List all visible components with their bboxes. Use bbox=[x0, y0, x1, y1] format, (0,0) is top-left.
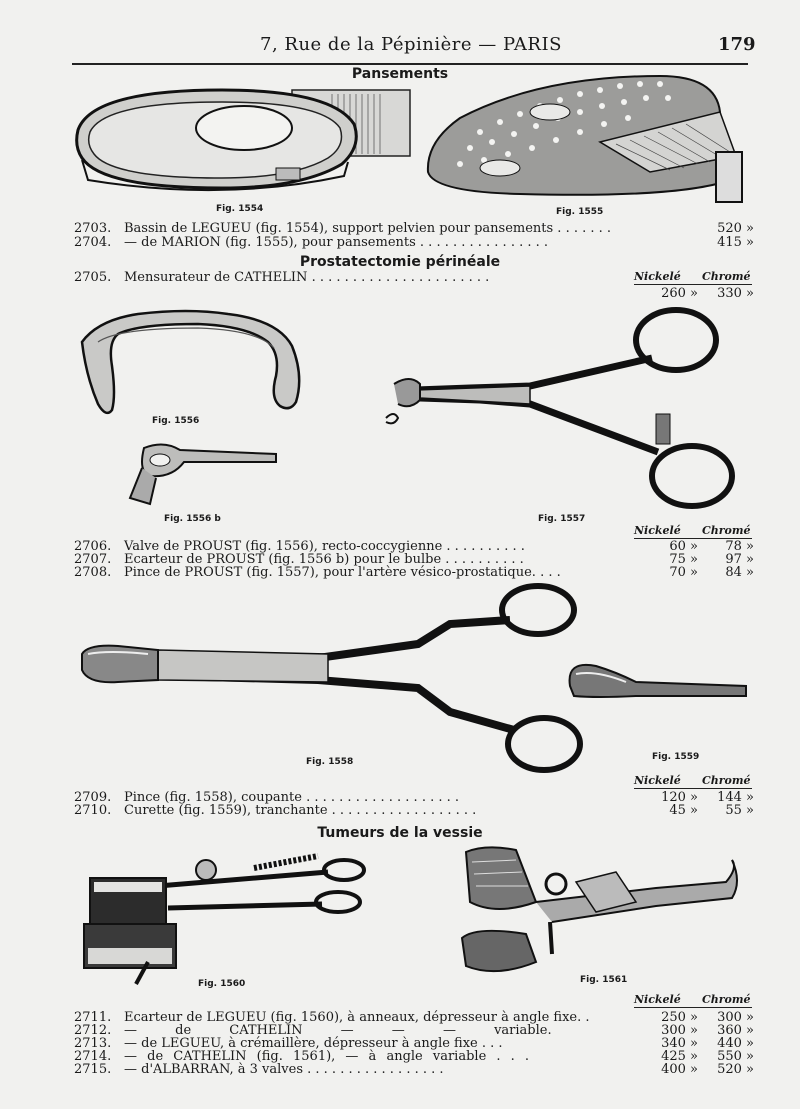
item-price-chrome: 440 » bbox=[717, 1036, 754, 1051]
header-title: 7, Rue de la Pépinière — PARIS bbox=[260, 34, 562, 55]
item-code: 2706. bbox=[74, 539, 112, 554]
item-code: 2704. bbox=[74, 235, 112, 250]
header-rule bbox=[72, 63, 748, 65]
catalog-row bbox=[74, 235, 754, 250]
col-header-nickele: Nickelé bbox=[634, 524, 681, 537]
item-price-nickele: 400 » bbox=[661, 1062, 698, 1077]
page-header bbox=[0, 34, 800, 56]
item-price-chrome: 330 » bbox=[717, 286, 754, 301]
col-header-nickele: Nickelé bbox=[634, 270, 681, 283]
item-price-nickele: 425 » bbox=[661, 1049, 698, 1064]
fig-1559-caption: Fig. 1559 bbox=[652, 752, 700, 762]
catalog-row bbox=[74, 565, 754, 580]
item-description: Curette (fig. 1559), tranchante . . . . . . . . . . . . . . . . . . bbox=[124, 803, 477, 818]
col-header-chrome: Chromé bbox=[702, 524, 751, 537]
item-description: Pince de PROUST (fig. 1557), pour l'artère vésico-prostatique. . . . bbox=[124, 565, 561, 580]
item-price: 415 » bbox=[717, 235, 754, 250]
item-code: 2713. bbox=[74, 1036, 112, 1051]
item-price-nickele: 260 » bbox=[661, 286, 698, 301]
col-header-chrome: Chromé bbox=[702, 270, 751, 283]
fig-1554-caption: Fig. 1554 bbox=[216, 204, 264, 214]
item-code: 2712. bbox=[74, 1023, 112, 1038]
item-description: — de MARION (fig. 1555), pour pansements . . . . . . . . . . . . . . . . bbox=[124, 235, 549, 250]
item-description: — de CATHELIN (fig. 1561), — à angle variable . . . bbox=[124, 1049, 530, 1064]
catalog-row bbox=[74, 1062, 754, 1077]
item-description: Bassin de LEGUEU (fig. 1554), support pelvien pour pansements . . . . . . . bbox=[124, 221, 612, 236]
item-price-nickele: 45 » bbox=[669, 803, 698, 818]
fig-1559-curette-illustration bbox=[566, 656, 748, 704]
item-code: 2714. bbox=[74, 1049, 112, 1064]
item-description: — de LEGUEU, à crémaillère, dépresseur à angle fixe . . . bbox=[124, 1036, 503, 1051]
section-title-pansements: Pansements bbox=[351, 66, 449, 82]
fig-1555-caption: Fig. 1555 bbox=[556, 207, 604, 217]
item-price-nickele: 300 » bbox=[661, 1023, 698, 1038]
fig-1558-caption: Fig. 1558 bbox=[306, 757, 354, 767]
fig-1558-cutting-forceps-illustration bbox=[78, 584, 588, 774]
fig-1554-basin-illustration bbox=[72, 84, 412, 204]
col-header-chrome: Chromé bbox=[702, 993, 751, 1006]
item-code: 2715. bbox=[74, 1062, 112, 1077]
item-price-chrome: 97 » bbox=[725, 552, 754, 567]
item-code: 2711. bbox=[74, 1010, 112, 1025]
item-description: Ecarteur de LEGUEU (fig. 1560), à anneaux, dépresseur à angle fixe. . bbox=[124, 1010, 590, 1025]
catalog-row bbox=[74, 803, 754, 818]
fig-1560-caption: Fig. 1560 bbox=[198, 979, 246, 989]
fig-1557-forceps-illustration bbox=[380, 300, 740, 512]
fig-1561-caption: Fig. 1561 bbox=[580, 975, 628, 985]
col-header-nickele: Nickelé bbox=[634, 993, 681, 1006]
fig-1556b-retractor-illustration bbox=[124, 438, 280, 510]
section-title-prostatectomie: Prostatectomie périnéale bbox=[299, 254, 501, 270]
item-price-chrome: 520 » bbox=[717, 1062, 754, 1077]
item-price-nickele: 75 » bbox=[669, 552, 698, 567]
fig-1556-caption: Fig. 1556 bbox=[152, 416, 200, 426]
item-code: 2710. bbox=[74, 803, 112, 818]
item-description: Ecarteur de PROUST (fig. 1556 b) pour le bulbe . . . . . . . . . . bbox=[124, 552, 524, 567]
page-number: 179 bbox=[718, 34, 756, 55]
item-description: Valve de PROUST (fig. 1556), recto-coccygienne . . . . . . . . . . bbox=[124, 539, 525, 554]
item-price-chrome: 300 » bbox=[717, 1010, 754, 1025]
price-column-rule bbox=[634, 788, 752, 789]
item-price-nickele: 340 » bbox=[661, 1036, 698, 1051]
catalog-row-prices bbox=[74, 286, 754, 301]
fig-1557-caption: Fig. 1557 bbox=[538, 514, 586, 524]
item-price: 520 » bbox=[717, 221, 754, 236]
fig-1556-valve-illustration bbox=[78, 306, 318, 416]
item-price-chrome: 55 » bbox=[725, 803, 754, 818]
item-price-nickele: 70 » bbox=[669, 565, 698, 580]
item-code: 2709. bbox=[74, 790, 112, 805]
col-header-nickele: Nickelé bbox=[634, 774, 681, 787]
item-description: Pince (fig. 1558), coupante . . . . . . . . . . . . . . . . . . . bbox=[124, 790, 460, 805]
fig-1560-retractor-illustration bbox=[78, 848, 368, 988]
fig-1555-basin-illustration bbox=[420, 72, 750, 206]
item-price-chrome: 550 » bbox=[717, 1049, 754, 1064]
item-price-nickele: 60 » bbox=[669, 539, 698, 554]
catalog-row bbox=[74, 270, 754, 285]
price-column-rule bbox=[634, 1007, 752, 1008]
fig-1556b-caption: Fig. 1556 b bbox=[164, 514, 221, 524]
fig-1561-retractor-illustration bbox=[456, 842, 746, 982]
item-description: — d'ALBARRAN, à 3 valves . . . . . . . . . . . . . . . . . bbox=[124, 1062, 444, 1077]
item-code: 2705. bbox=[74, 270, 112, 285]
item-price-nickele: 120 » bbox=[661, 790, 698, 805]
catalog-row bbox=[74, 221, 754, 236]
item-code: 2703. bbox=[74, 221, 112, 236]
item-price-chrome: 360 » bbox=[717, 1023, 754, 1038]
item-code: 2708. bbox=[74, 565, 112, 580]
item-price-nickele: 250 » bbox=[661, 1010, 698, 1025]
item-description: — de CATHELIN — — — variable. bbox=[124, 1023, 552, 1038]
col-header-chrome: Chromé bbox=[702, 774, 751, 787]
item-description: Mensurateur de CATHELIN . . . . . . . . . . . . . . . . . . . . . . bbox=[124, 270, 490, 285]
item-code: 2707. bbox=[74, 552, 112, 567]
item-price-chrome: 84 » bbox=[725, 565, 754, 580]
item-price-chrome: 78 » bbox=[725, 539, 754, 554]
section-title-tumeurs: Tumeurs de la vessie bbox=[317, 825, 483, 841]
item-price-chrome: 144 » bbox=[717, 790, 754, 805]
